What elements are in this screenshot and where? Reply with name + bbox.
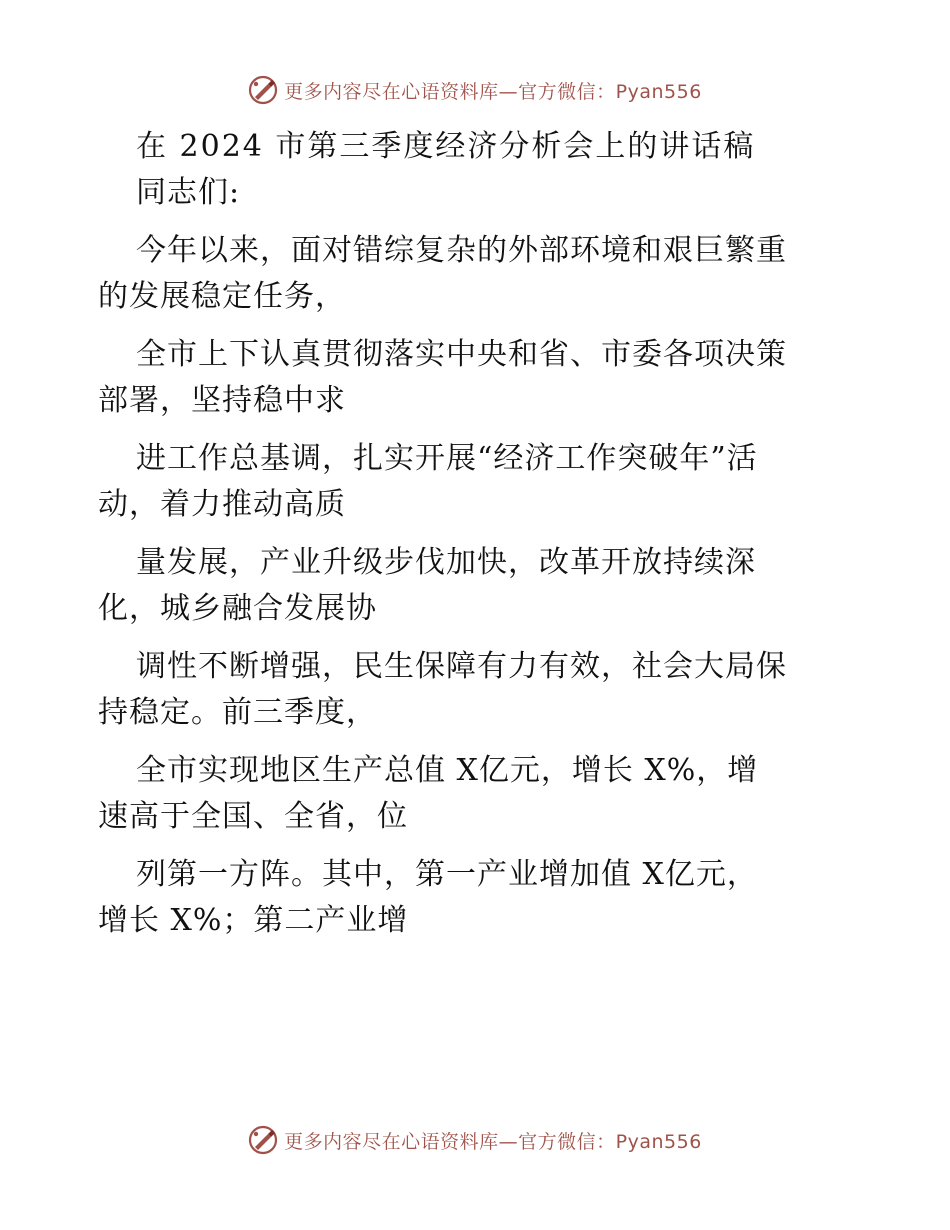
- paragraph-line: 化，城乡融合发展协: [98, 591, 377, 626]
- paragraph-line: 调性不断增强，民生保障有力有效，社会大局保: [136, 649, 787, 684]
- paragraph-line: 的发展稳定任务，: [98, 279, 346, 314]
- page-title: 在 2024 市第三季度经济分析会上的讲话稿: [136, 129, 756, 164]
- wechat-handle: Pyan556: [615, 1130, 702, 1153]
- paragraph-line: 全市实现地区生产总值 X亿元，增长 X%，增: [136, 753, 759, 788]
- paragraph-line: 动，着力推动高质: [98, 487, 346, 522]
- pen-logo-icon: [248, 1125, 278, 1155]
- banner-text: 更多内容尽在心语资料库—官方微信：Pyan556: [284, 1130, 702, 1153]
- document-body: [98, 124, 858, 944]
- salutation: 同志们:: [136, 175, 241, 210]
- paragraph-line: 速高于全国、全省，位: [98, 799, 408, 834]
- paragraph-line: 增长 X%；第二产业增: [98, 903, 409, 938]
- paragraph-line: 进工作总基调，扎实开展“经济工作突破年”活: [136, 441, 758, 476]
- pen-logo-icon: [248, 75, 278, 105]
- paragraph-line: 列第一方阵。其中，第一产业增加值 X亿元，: [136, 857, 758, 892]
- footer-banner: [0, 1120, 950, 1160]
- header-banner: [0, 70, 950, 110]
- paragraph-line: 量发展，产业升级步伐加快，改革开放持续深: [136, 545, 756, 580]
- paragraph-line: 今年以来，面对错综复杂的外部环境和艰巨繁重: [136, 233, 787, 268]
- paragraph-line: 持稳定。前三季度，: [98, 695, 377, 730]
- paragraph-line: 全市上下认真贯彻落实中央和省、市委各项决策: [136, 337, 787, 372]
- banner-text: 更多内容尽在心语资料库—官方微信：Pyan556: [284, 80, 702, 103]
- paragraph-line: 部署，坚持稳中求: [98, 383, 346, 418]
- wechat-handle: Pyan556: [615, 80, 702, 103]
